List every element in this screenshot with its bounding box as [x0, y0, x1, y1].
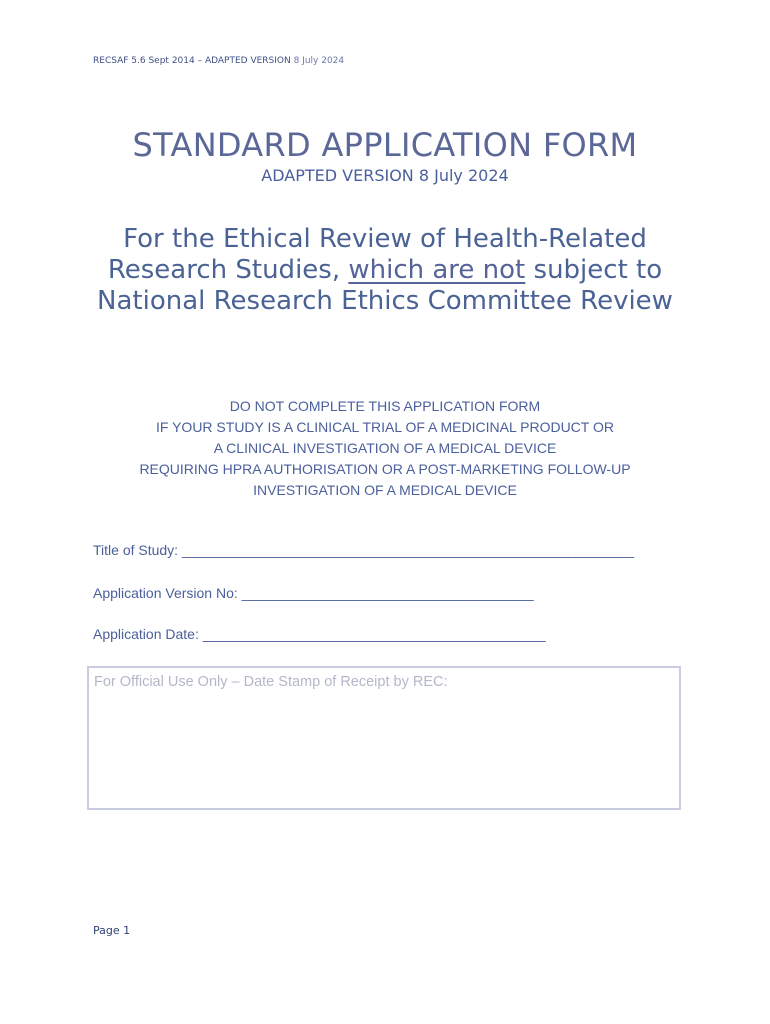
document-header — [93, 56, 344, 66]
purpose-text-1: For the Ethical Review of Health-Related Research Studies, — [107, 224, 647, 285]
application-version-input-line[interactable]: ________________________________________ — [241, 585, 534, 601]
purpose-underlined-text: which are not — [348, 255, 526, 285]
header-reference: RECSAF 5.6 Sept 2014 – ADAPTED VERSION — [93, 56, 291, 66]
warning-line: A CLINICAL INVESTIGATION OF A MEDICAL DEVICE — [213, 440, 557, 456]
warning-notice — [0, 396, 770, 501]
header-date: 8 July 2024 — [293, 56, 345, 66]
warning-line: INVESTIGATION OF A MEDICAL DEVICE — [253, 482, 517, 498]
purpose-text-2: subject to National Research Ethics Committee Review — [97, 255, 673, 316]
form-subtitle: ADAPTED VERSION 8 July 2024 — [261, 166, 509, 185]
title-of-study-input-line[interactable]: ______________________________________________________________ — [181, 542, 634, 558]
official-use-label: For Official Use Only – Date Stamp of Receipt by REC: — [94, 674, 448, 690]
official-use-stamp-box — [87, 666, 681, 810]
title-of-study-label: Title of Study: — [93, 542, 179, 558]
application-date-label: Application Date: — [93, 626, 199, 642]
application-version-label: Application Version No: — [93, 585, 238, 601]
warning-line: REQUIRING HPRA AUTHORISATION OR A POST-MARKETING FOLLOW-UP — [139, 461, 631, 477]
title-of-study-field[interactable] — [93, 542, 634, 558]
warning-line: DO NOT COMPLETE THIS APPLICATION FORM — [229, 398, 541, 414]
form-title: STANDARD APPLICATION FORM — [132, 126, 638, 164]
form-purpose — [80, 224, 690, 317]
page-number: Page 1 — [93, 924, 131, 937]
application-date-field[interactable] — [93, 626, 545, 642]
warning-line: IF YOUR STUDY IS A CLINICAL TRIAL OF A MEDICINAL PRODUCT OR — [156, 419, 614, 435]
application-date-input-line[interactable]: _______________________________________________ — [202, 626, 546, 642]
application-version-field[interactable] — [93, 585, 533, 601]
